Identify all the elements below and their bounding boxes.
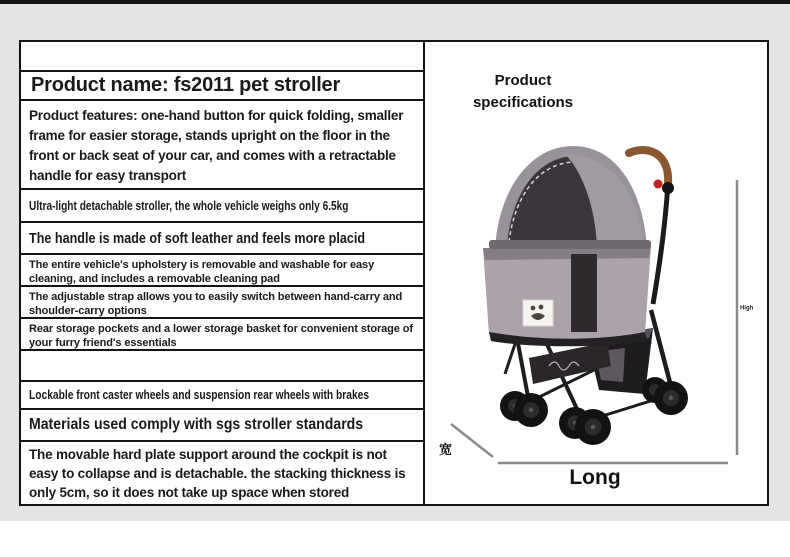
width-dimension-line (451, 424, 493, 457)
table-row-faded (21, 351, 423, 382)
panel-title: Product specifications (472, 72, 574, 111)
table-row-strap (21, 287, 423, 319)
table-row-wheels (21, 382, 423, 410)
table-row-text: Product features: one-hand button for quick folding, smaller frame for easier storage, stands upright on the floor in the front or back seat of your car, and comes with a retractable handle for easy transport (29, 108, 404, 183)
table-row-text: Product name: fs2011 pet stroller (31, 74, 341, 96)
table-row-product-name (21, 72, 423, 101)
table-row-text: Ultra-light detachable stroller, the whole vehicle weighs only 6.5kg (29, 198, 349, 213)
table-row-text: The movable hard plate support around the cockpit is not easy to collapse and is detachable. the stacking thickness is only 5cm, so it does not take up space when stored (29, 447, 406, 500)
table-row-storage (21, 319, 423, 351)
spec-sheet-panel (19, 40, 769, 506)
table-row-text: The handle is made of soft leather and feels more placid (29, 229, 366, 247)
table-row-hard-plate (21, 442, 423, 504)
table-row-text: The adjustable strap allows you to easily switch between hand-carry and shoulder-carry options (29, 291, 403, 317)
table-row-text: Materials used comply with sgs stroller standards (29, 416, 364, 433)
height-label: High (740, 305, 754, 311)
table-row-features (21, 101, 423, 190)
pet-stroller-photo (425, 42, 769, 504)
table-row-upholstery (21, 255, 423, 287)
spec-table (21, 42, 425, 504)
product-photo-panel (425, 42, 767, 504)
table-row-text: The entire vehicle's upholstery is removable and washable for easy cleaning, and includes a removable cleaning pad (29, 259, 375, 285)
table-row-handle (21, 223, 423, 255)
width-label: 宽 (439, 442, 453, 457)
front-wheels (500, 391, 611, 445)
table-row-weight (21, 190, 423, 223)
rear-wheels (642, 377, 688, 415)
length-label: Long (569, 466, 621, 489)
table-row-empty (21, 42, 423, 72)
table-row-materials (21, 410, 423, 442)
table-row-text: Rear storage pockets and a lower storage basket for convenient storage of your furry friend's essentials (29, 323, 413, 349)
table-row-text: Lockable front caster wheels and suspension rear wheels with brakes (29, 388, 370, 402)
